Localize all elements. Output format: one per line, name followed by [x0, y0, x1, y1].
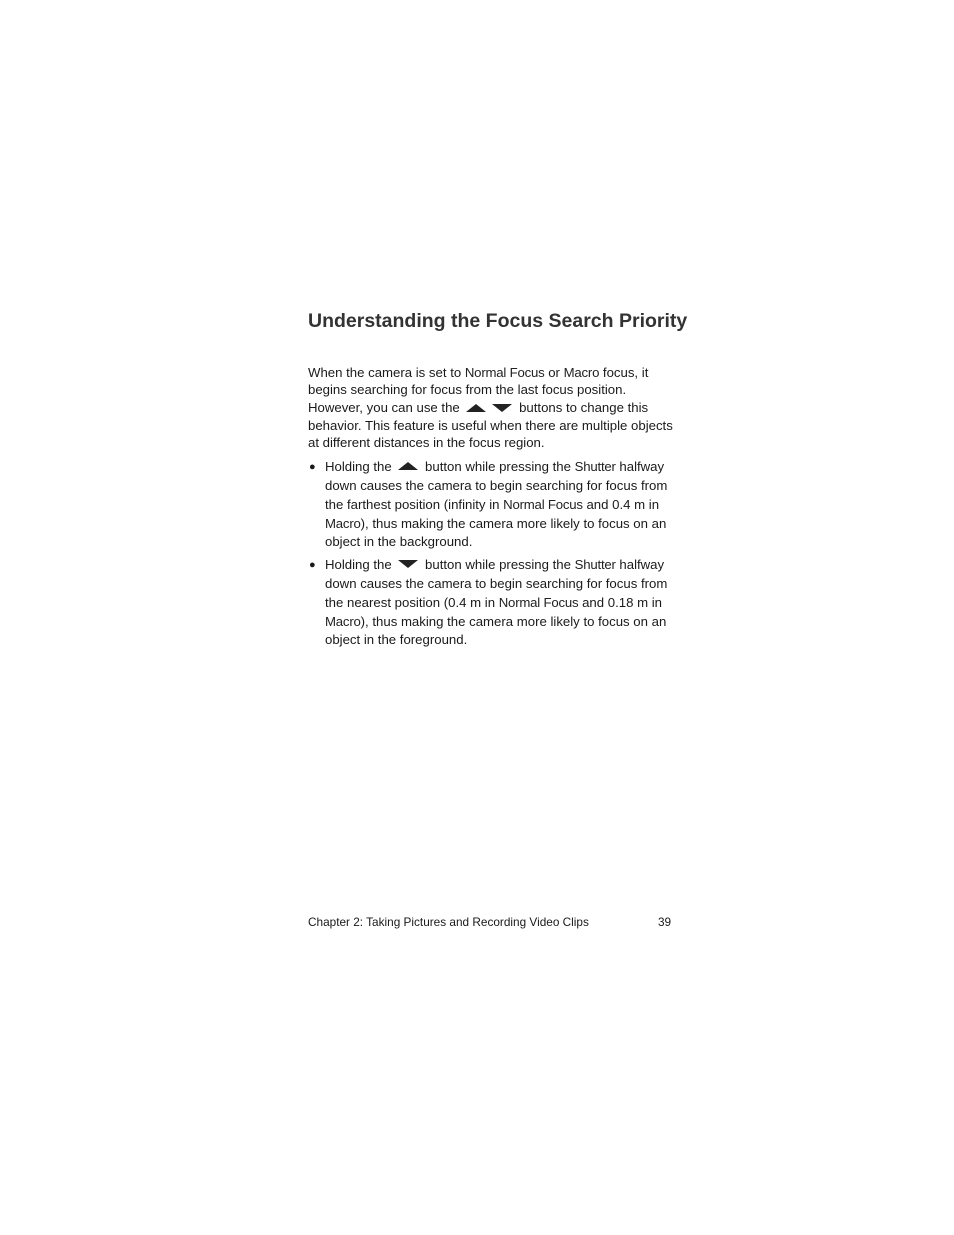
- term-macro: Macro: [563, 365, 600, 380]
- list-item-text-1: Holding the: [325, 557, 396, 572]
- page-number: 39: [658, 915, 672, 929]
- list-item-text-2: button while pressing the: [421, 459, 575, 474]
- list-item-text-4: and 0.18 m in: [578, 594, 662, 610]
- section-title: Understanding the Focus Search Priority: [308, 310, 688, 332]
- up-arrow-icon: [397, 458, 419, 477]
- list-item-text-2: button while pressing the: [421, 557, 575, 572]
- list-item-text-1: Holding the: [325, 459, 396, 474]
- list-item-text-3: halfway down causes the camera to begin searching for focus from the nearest position (0.4 m in: [325, 557, 668, 610]
- intro-text-1: When the camera is set to: [308, 365, 465, 380]
- list-item-text-5: ), thus making the camera more likely to focus on an object in the background.: [325, 515, 667, 550]
- down-arrow-icon: [491, 400, 513, 417]
- up-arrow-icon: [465, 400, 487, 417]
- term-normal-focus: Normal Focus: [503, 496, 583, 512]
- term-macro: Macro: [325, 613, 361, 629]
- term-shutter: Shutter: [574, 557, 616, 572]
- intro-text-4: buttons to change this behavior. This feature is useful when there are multiple objects at different distances in the focus region.: [308, 399, 673, 451]
- list-item: [308, 458, 678, 552]
- intro-text-3: focus, it begins searching for focus from the last focus position. However, you can use the: [308, 365, 649, 415]
- footer-chapter-title: Chapter 2: Taking Pictures and Recording Video Clips: [308, 915, 589, 929]
- bullet-dot: ●: [309, 461, 316, 473]
- term-normal-focus: Normal Focus: [464, 365, 545, 380]
- term-macro: Macro: [325, 515, 361, 531]
- list-item-text: [325, 556, 675, 650]
- down-arrow-icon: [397, 556, 419, 575]
- term-normal-focus: Normal Focus: [498, 594, 579, 610]
- list-item-text-4: and 0.4 m in: [582, 496, 660, 512]
- list-item-text-5: ), thus making the camera more likely to focus on an object in the foreground.: [325, 613, 667, 648]
- list-item: [308, 556, 678, 650]
- list-item-text: [325, 458, 675, 552]
- bullet-dot: ●: [309, 559, 316, 571]
- intro-text-2: or: [544, 365, 564, 380]
- term-shutter: Shutter: [574, 459, 616, 474]
- intro-paragraph: [308, 364, 678, 452]
- list-item-text-3: halfway down causes the camera to begin searching for focus from the farthest position (infinity in: [325, 459, 668, 512]
